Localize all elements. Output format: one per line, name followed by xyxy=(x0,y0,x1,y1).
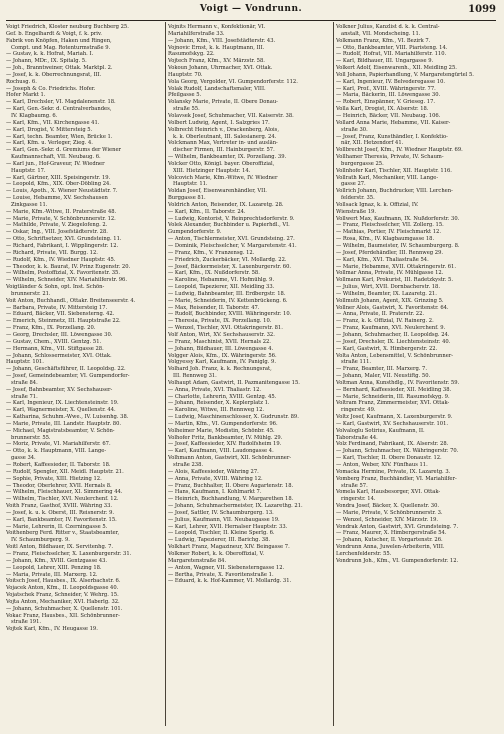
running-title: Voigt — Vondrunn. xyxy=(199,4,303,14)
directory-entry: Vollhamer Theresia, Private, IV. Schaum- xyxy=(336,154,444,161)
directory-entry: Vokac Franz, Hausbes., XII. Schönbrunner- xyxy=(6,612,120,619)
directory-entry: Voith Franz, Gasthof, XVIII. Währing 33. xyxy=(6,503,113,510)
directory-entry: — Charlotte, Lehrerin, XVIII. Gentzg. 45. xyxy=(168,393,277,400)
directory-entry: felderstr. 35. xyxy=(341,195,375,202)
directory-entry: — Leopold, Kfm., XIX. Ober-Döbling 24. xyxy=(6,181,111,188)
directory-entry: — Anton, Wagner, VII. Siebensterngasse 12. xyxy=(168,564,285,571)
directory-entry: — Maria, Private, III. Marxerg. 12. xyxy=(6,571,98,578)
directory-entry: — Karl, Gastwirt, X. Himbergerstr. 22. xyxy=(336,345,438,352)
directory-entry: Vondrunn Anna, Juwelen-Arbeiterin, VIII. xyxy=(336,544,445,551)
directory-entry: — Friedrich, Zuckerbäcker, VI. Mollardg. 22. xyxy=(168,256,287,263)
directory-entry: Vomela Karl, Hausbesorger, XVI. Ottak- xyxy=(336,489,441,496)
directory-entry: — Bertha, Private, X. Favoritenstraße 1. xyxy=(168,571,274,578)
directory-entry: straße 30. xyxy=(341,126,368,133)
directory-entry: — Leopold, Tapezierer, XII. Meidling 33. xyxy=(168,284,275,291)
directory-entry: straße 71. xyxy=(11,393,38,400)
directory-entry: XIII. Hietzinger Hauptstr. 14. xyxy=(173,167,251,174)
directory-entry: Volhard Joh. Franz, k. k. Rechnungsrat, xyxy=(168,366,272,373)
directory-entry: Wienstraße 19. xyxy=(336,208,377,215)
directory-entry: — Dominik, Fleischselcher, V. Margaretenstr. 41. xyxy=(168,243,297,249)
directory-entry: Compt. und Mag. Rotenturmstraße 9. xyxy=(11,44,111,51)
directory-entry: Volhmann Anton, Gastwirt, XII. Schönbrunner- xyxy=(168,455,292,462)
directory-entry: Vollmuth Johann, Agent, XIX. Grinzing 5. xyxy=(336,297,444,304)
page-number: 1099 xyxy=(468,4,496,15)
directory-entry: Voit Anton, Buchhandl., Ottakr. Breitenseerstr. 4. xyxy=(6,297,136,304)
column-divider-1 xyxy=(165,22,166,726)
directory-entry: Vojacek Anton, Kfm., II. Leopoldsgasse 40. xyxy=(6,585,119,592)
directory-entry: — Wilhelm, Tischler, XVI. Neulerchenf. 12. xyxy=(6,496,119,503)
directory-entry: — Johann, Schuhmacher, X. Quellenstr. 101. xyxy=(6,605,123,612)
directory-entry: — Karl, Gastwirt, XV. Sechshauserstr. 101. xyxy=(336,420,449,427)
directory-entry: Volhofer Fritz, Bankbeamter, IV. Mühlg. 29. xyxy=(168,434,283,441)
directory-entry: Mariahilferstraße 33. xyxy=(168,30,225,37)
directory-entry: — Johann, Reisender, X. Keplerplatz 1. xyxy=(168,400,270,407)
directory-entry: — Karl, Gen.-Sekr. d. Gremiums der Wiener xyxy=(6,147,122,154)
directory-entry: — Josef, Gemeindebeamter, VI. Gumpendorfer- xyxy=(6,373,130,380)
directory-entry: — Theodor, k. k. Baurat, IV. Prinz Eugenstr. 20. xyxy=(6,263,131,270)
directory-entry: — Karl, techn. Beamter, Wien, Brücke 1. xyxy=(6,133,113,140)
directory-entry: Vojnovic Ernst, k. k. Hauptmann, III. xyxy=(168,44,265,51)
directory-entry: — Anna, Private, II. Praterstr. 22. xyxy=(336,311,425,318)
directory-entry: Volbert Ludwig, Agent, I. Salzgries 17. xyxy=(168,119,270,126)
directory-entry: — Robert, Einspänner, V. Grieseg. 17. xyxy=(336,99,436,106)
directory-entry: gasse 34. xyxy=(11,455,36,462)
directory-entry: — Wenzel, Schneider, XIV. Märzstr. 19. xyxy=(336,516,439,523)
directory-entry: — Karl, Ingenieur, IV. Belvederegasse 10. xyxy=(336,78,446,85)
directory-entry: — Josef, Sattler, IV. Schaumburgerg. 13. xyxy=(168,509,274,516)
directory-entry: straße 55. xyxy=(173,106,200,113)
directory-entry: Vollner Alois, Gastwirt, X. Favoritenstr. 64. xyxy=(336,304,449,311)
directory-entry: — Wilhelm, Schneider, XIV. Mariahilferstr. 96. xyxy=(6,277,127,284)
directory-entry: — Marie, Schneiderin, IV. Kettenbrückeng. 6. xyxy=(168,297,288,304)
directory-entry: — Ludwig, Maschinenschlosser, X. Gudrunstr. 89. xyxy=(168,414,299,421)
directory-entry: — Richard, Fabrikant, I. Wipplingerstr. 12. xyxy=(6,243,119,249)
directory-entry: — Karl, Wagnermeister, X. Quellenstr. 44. xyxy=(6,407,116,414)
directory-entry: Voithenberg Ferd. Ritter v., Staatsbeamter, xyxy=(6,530,120,537)
directory-entry: Vollsack Ignaz, k. k. Offizial, IV. xyxy=(336,201,419,208)
directory-entry: Pfeilgasse 5. xyxy=(168,92,202,99)
directory-entry: Vojta Anton, Mechaniker, XVI. Haberlg. 32. xyxy=(6,598,120,605)
directory-entry: — Karl, Kfm., IX. Nußdorferstr. 58. xyxy=(168,270,260,277)
directory-entry: — Anton, Tischlermeister, XVI. Grundsteing. 27. xyxy=(168,236,295,243)
directory-entry: k. k. Oberleutnant, III. Salesianerg. 24. xyxy=(173,133,277,140)
directory-entry: när, XII. Hetzendorf 41. xyxy=(341,140,404,147)
directory-entry: Vollbrecht Josef, Kfm., IV. Wiedner Hauptstr. 69. xyxy=(336,147,463,154)
directory-entry: — Rudolf, Hofrat, VII. Mariahilferstr. 110. xyxy=(336,51,447,58)
header-rule xyxy=(6,20,496,21)
directory-entry: — Karl, Gärtner, XIII. Speisingerstr. 19. xyxy=(6,174,111,181)
directory-entry: Vollmar Anna, Private, IV. Mühlgasse 12. xyxy=(336,270,444,277)
directory-entry: — Hermann, Kfm., VII. Stiftgasse 28. xyxy=(6,345,104,352)
directory-entry: Gumpendorferstr. 9. xyxy=(168,229,222,236)
directory-entry: Voigt Friedrich, Kloster neuburg Buchberg 25. xyxy=(6,24,129,30)
directory-entry: — Otto, Schriftsetzer, XVI. Grundsteing. 11. xyxy=(6,236,122,243)
directory-entry: — Franz, Beamter, III. Marxerg. 7. xyxy=(336,366,428,373)
directory-entry: Volheimer Marie, Modistin, Schönbr. 45. xyxy=(168,427,275,434)
directory-entry: Voldan Josef, Eisenwarenhändler, VII. xyxy=(168,188,267,195)
directory-entry: Voitl Anton, Bildhauer, IX. Servitenhg. 7. xyxy=(6,544,114,551)
directory-entry: — Anna, Private, XVI. Thaliastr. 12. xyxy=(168,386,262,393)
directory-entry: — Josef, Franz, Kunsthändler, I. Konfektio- xyxy=(336,133,448,140)
directory-entry: — Johann, Kfm., XVIII. Gentzgasse 43. xyxy=(6,557,108,564)
column-3 xyxy=(336,24,496,724)
directory-entry: — Barbara, Private, IV. Mittersteig 17. xyxy=(6,304,108,311)
column-2 xyxy=(168,24,331,724)
directory-entry: Vola Georg, Vergolder, VI. Gumpendorferstr. 112. xyxy=(168,78,298,85)
directory-entry: — Michael, Magistratsbeamter, V. Schön- xyxy=(6,427,115,434)
directory-entry: Lerchenfelderstr. 55. xyxy=(336,550,392,557)
column-1 xyxy=(6,24,163,724)
directory-entry: Kaufmannschaft, VII. Neubaug. 6. xyxy=(11,154,101,161)
directory-entry: — Franz, Fleischselcher, X. Laxenburgerstr. 31. xyxy=(6,550,132,557)
directory-entry: Vomacka Hermine, Private, IX. Lazaretg. 3. xyxy=(336,468,451,475)
directory-entry: — Gustav, k. k. Hofrat, Mariah. I. xyxy=(6,51,94,58)
directory-entry: Rasumofskyg. 22. xyxy=(168,51,215,58)
directory-entry: — Otto, Bankbeamter, VIII. Piaristeng. 14. xyxy=(336,44,448,51)
directory-entry: Margaretenstraße 84. xyxy=(168,557,227,564)
directory-entry: — Otto, k. k. Hauptmann, VIII. Lange- xyxy=(6,448,107,455)
directory-entry: Voltman Anna, Kunsthdlg., IV. Favoritenstr. 59. xyxy=(336,379,460,386)
directory-entry: — Karl jun., Hof-Graveur, IV. Wiedner xyxy=(6,160,105,167)
directory-entry: Vollnhofer Karl, Tischler, XII. Hauptstr. 116. xyxy=(336,167,452,174)
directory-entry: gasse 27. xyxy=(341,181,366,188)
directory-entry: — Georg, Drechsler, III. Löwengasse 30. xyxy=(6,331,113,338)
directory-entry: III. Rennweg 31. xyxy=(173,373,217,380)
directory-entry: — Johann, Schlossermeister, XVI. Ottak. xyxy=(6,352,112,359)
directory-entry: Vojnits Hermann v., Konfektionär, VI. xyxy=(168,24,266,30)
directory-entry: IV. Klagbaumg. 6. xyxy=(11,112,58,119)
directory-entry: — Josef, k. u. k. Oberst, III. Reisnerstr. 9. xyxy=(6,509,115,516)
directory-entry: — Rosa, Kfm., IV. Klagbaumgasse 18. xyxy=(336,236,435,243)
directory-entry: — Franz, Maschinist, XVII. Hernals 22. xyxy=(168,338,271,345)
directory-entry: Volkhart Franz, Magazineur, XIV. Beingasse 7. xyxy=(168,544,290,551)
directory-entry: — Franz, Maurer, X. Himbergerstraße 54. xyxy=(336,530,447,537)
directory-entry: — Richard, Private, VII. Burgg. 12. xyxy=(6,249,98,256)
directory-entry: brunnerstr. 55. xyxy=(11,434,51,441)
directory-entry: — Theresia, Private, IX. Porzellang. 10. xyxy=(168,318,272,325)
directory-entry: — Marie, Lehrerin, II. Czerningasse 5. xyxy=(6,523,108,530)
directory-entry: — Josef, Pferdehändler, III. Rennweg 29. xyxy=(336,249,444,256)
directory-entry: — Karl, Kfm., II. Taborstr. 24. xyxy=(168,208,246,215)
directory-entry: — Ludwig, Kontorist, V. Reinprechtsdorferstr. 9. xyxy=(168,215,295,222)
directory-entry: — Ludwig, Tapezierer, III. Barichg. 38. xyxy=(168,537,271,544)
directory-entry: Hauptstr. 101. xyxy=(6,359,44,366)
directory-entry: ringerstr. 14. xyxy=(341,496,376,503)
directory-entry: Volkert Adolf, Eisenwarenh., XII. Meidling 25. xyxy=(336,65,457,72)
directory-entry: — Franz, Kaufmann, XVI. Neulerchenf. 9. xyxy=(336,325,446,332)
directory-entry: — Marie, Hebamme, XVII. Ottakringerstr. 61. xyxy=(336,263,457,270)
running-header xyxy=(6,4,496,18)
directory-entry: — Rudolf, Kfm., IV. Wiedner Hauptstr. 45. xyxy=(6,256,116,263)
directory-entry: — Marie, Private, V. Schönbrunnerstr. 12. xyxy=(6,215,116,222)
directory-entry: — Karl, Ingenieur, IX. Liechtensteinstr. 19. xyxy=(6,400,119,407)
directory-entry: — Johann, Maler, VII. Neustiftg. 50. xyxy=(336,373,431,380)
directory-entry: Vollrich Johann, Buchdrucker, VIII. Lerchen- xyxy=(336,188,453,195)
directory-entry: — Rudolf, Spengler, XII. Meidl. Hauptstr. 21. xyxy=(6,468,124,475)
directory-entry: — Emerich, Steinmetz, III. Hauptstraße 22. xyxy=(6,318,121,325)
directory-entry: Volcker Otto, Königl. bayer. Oberoffizial, xyxy=(168,160,275,167)
directory-entry: Volansky Marie, Private, II. Obere Donau- xyxy=(168,99,278,106)
directory-entry: — Johann, Bildhauer, III. Löwengasse 4. xyxy=(168,345,274,352)
directory-entry: — Josef, k. k. Oberrechnungsrat, III. xyxy=(6,71,102,78)
directory-entry: Zinkgasse 11. xyxy=(11,201,48,208)
directory-entry: — Eduard, k. k. Hof-Kammer, VI. Mollardg. 31. xyxy=(168,578,292,585)
directory-entry: — Heinrich, Buchhandlung, V. Margarethen 18. xyxy=(168,496,294,503)
directory-entry: — Franz, k. k. Offizial, IV. Rainerg. 2. xyxy=(336,318,434,325)
directory-entry: Volla Karl, Drogist, IX. Alserstr. 18. xyxy=(336,106,429,113)
directory-entry: Volcovich Marie, Kfm.-Witwe, IV. Wiedner xyxy=(168,174,278,181)
directory-entry: — Karl, Kfm., XVI. Thaliastraße 54. xyxy=(336,256,429,263)
directory-entry: — Franz, Kfm., IX. Porzellang. 20. xyxy=(6,325,96,332)
directory-entry: — Josef, Bäckermeister, X. Laxenburgerstr. 60. xyxy=(168,263,292,270)
directory-entry: Taborstraße 44. xyxy=(336,434,378,441)
directory-entry: straße 238. xyxy=(173,462,204,468)
directory-entry: — Louise, Hebamme, XV. Sechshausen xyxy=(6,195,108,202)
directory-entry: Volhaupt Adam, Gastwirt, II. Pazmanitengasse 15. xyxy=(168,379,300,386)
directory-entry: — Maria, Bäckerin, III. Löwengasse 30. xyxy=(336,92,441,99)
directory-entry: — Martin, Kfm., VI. Gumpendorferstr. 96. xyxy=(168,420,278,427)
directory-entry: Volbrecht Heinrich v., Drackenberg, Alois, xyxy=(168,126,279,133)
directory-entry: Vondra Josef, Bäcker, X. Quellenstr. 30. xyxy=(336,503,440,510)
directory-entry: Volgger Alois, Kfm., IX. Währingerstr. 56. xyxy=(168,352,277,359)
directory-entry: Vondrunn Joh., Kfm., VI. Gumpendorferstr. 12. xyxy=(336,557,459,564)
directory-entry: burgergasse 25. xyxy=(341,160,384,167)
directory-entry: — Karoline, Witwe, III. Rennweg 12. xyxy=(168,407,265,414)
directory-entry: — Leopold, Tischler, II. Kleine Sperlg. 6. xyxy=(168,530,275,537)
directory-entry: — Karl, Lehrer, XVII. Hernalser Hauptstr. 33. xyxy=(168,523,288,530)
directory-entry: — Alois, Kaffeesieder, Währing 27. xyxy=(168,468,259,475)
directory-entry: — Johann, Kutscher, II. Vorgartenstr. 26. xyxy=(336,537,443,544)
directory-entry: — Karl, Drechsler, VI. Magdalenenstr. 18. xyxy=(6,99,116,106)
directory-entry: Volkmer Robert, k. k. Oberoffizial, V. xyxy=(168,550,264,557)
directory-entry: Volgyessy Karl, Kaufmann, IV. Paniglg. 9. xyxy=(168,359,276,366)
directory-entry: — Karl, Gen.-Sekr. d. Centralverbandes, xyxy=(6,106,112,113)
directory-entry: Vokoun Johann, Uhrmacher, XVI. Ottak. xyxy=(168,65,273,72)
directory-entry: brunnerstr. 21. xyxy=(11,290,51,297)
directory-entry: — Karl, Kfm. u. Verleger, Zieg. 4. xyxy=(6,140,93,147)
directory-entry: — Sophie, Private, XIII. Hietzing 12. xyxy=(6,475,102,482)
directory-entry: — Marie, Schneiderin, III. Rasumofskyg. 9. xyxy=(336,393,450,400)
directory-entry: Voltram Franz, Zimmermeister, XVI. Ottak- xyxy=(336,400,450,407)
directory-entry: Volak Rudolf, Landschaftsmaler, VIII. xyxy=(168,85,266,92)
column-divider-2 xyxy=(333,22,334,726)
directory-entry: Volf Anton, Wirt, XV. Sechshauserstr. 32. xyxy=(168,331,275,338)
directory-entry: Burggasse 81. xyxy=(168,195,206,202)
directory-entry: — Franz, Fleischselcher, VII. Zollerg. 15. xyxy=(336,222,444,229)
directory-entry: Vollmann Karl, Prokurist, III. Radetzkystr. 5. xyxy=(336,277,453,284)
directory-entry: Volz Ferdinand, Fabrikant, IX. Alserstr. 28. xyxy=(336,441,449,448)
directory-entry: Vojtech Franz, Kfm., XV. Märzstr. 58. xyxy=(168,58,265,65)
directory-entry: — Wilhelm, Postoffizial, X. Favoritenstr. 35. xyxy=(6,270,120,277)
directory-entry: straße 191. xyxy=(11,619,42,626)
directory-entry: Volek Alexander, Buchbinder u. Papierhdl., VI. xyxy=(168,222,290,229)
directory-entry: Voldrich Anton, Reisender, IX. Lazaretg. 28. xyxy=(168,201,284,208)
directory-entry: — Karl, Bankbeamter, IV. Favoritenstr. 15. xyxy=(6,516,117,523)
directory-entry: — Karl, Tischler, II. Obere Donaustr. 12. xyxy=(336,455,442,462)
directory-entry: Voll Johann, Papierhandlung, V. Margaretengürtel 5. xyxy=(336,71,474,78)
directory-entry: ringerstr. 49. xyxy=(341,407,376,414)
directory-entry: — Johann, Schuhmacher, II. Leopoldsg. 24. xyxy=(336,331,450,338)
directory-entry: Voigtländer & Sohn, opt. Inst. Schön- xyxy=(6,284,105,291)
directory-entry: straße 84. xyxy=(11,379,38,386)
directory-entry: — Karl, Kfm., VII. Kirchengasse 41. xyxy=(6,119,100,126)
directory-entry: — Gustav, Chem., XVIII. Gentzg. 51. xyxy=(6,338,102,345)
directory-entry: Volavsek Josef, Schuhmacher, VII. Kaiserstr. 38. xyxy=(168,112,294,119)
directory-entry: Voltz Josef, Kaufmann, X. Laxenburgerstr. 9. xyxy=(336,414,453,421)
directory-entry: — Josef, Drechsler, IX. Liechtensteinstr. 40. xyxy=(336,338,451,345)
directory-entry: — Karoline, Hebamme, VI. Hofmühlg. 9. xyxy=(168,277,275,284)
directory-entry: — Leopold, Lehrer, XIII. Penzing 18. xyxy=(6,564,102,571)
directory-entry: — Wenzel, Tischler, XVI. Ottakringerstr. 81. xyxy=(168,325,283,332)
directory-entry: Vomberg Franz, Buchhändler, VI. Mariahilfer- xyxy=(336,475,457,482)
directory-entry: — Joseph & Co. Friedrichs. Hofer. xyxy=(6,85,96,92)
directory-entry: — Moriz, Private, VI. Mariahilferstr. 67. xyxy=(6,441,111,448)
directory-entry: Volkmann Franz, Kfm., VI. Bezirk 7. xyxy=(336,37,431,44)
directory-entry: — Eduard, Bäcker, VII. Siebensterng. 42. xyxy=(6,311,115,318)
directory-entry: — Wilhelm, Fleischhauer, XI. Simmering 44. xyxy=(6,489,123,496)
directory-entry: straße 57. xyxy=(341,482,368,489)
directory-entry: Volta Anton, Lebensmittel, V. Schönbrunner- xyxy=(336,352,454,359)
directory-entry: — Rudolf, Buchbinder, XVIII. Währingerstr. 10. xyxy=(168,311,292,318)
directory-entry: — Mathilde, Private, V. Ziegelofeng. 2. xyxy=(6,222,108,229)
directory-entry: — Johann, MDr., IX. Spitalg. 5. xyxy=(6,58,87,65)
directory-entry: straße 111. xyxy=(341,359,372,366)
directory-entry: — Heinrich, Bäcker, VII. Neubaug. 106. xyxy=(336,112,441,119)
directory-entry: — Johann, Schuhmacher, IX. Währingerstr. 70. xyxy=(336,448,459,455)
directory-entry: Vollard Anna Marie, Hebamme, VII. Kaiser- xyxy=(336,119,451,126)
directory-entry: Rochusg. 6. xyxy=(6,78,37,85)
directory-entry: — Marie, Private, V. Schönbrunnerstr. 3. xyxy=(336,509,443,516)
directory-entry: — Johann, Schuhmachermeister, IX. Lazarethg. 21. xyxy=(168,503,303,510)
directory-entry: — Katharina, Schuhm.-Wwe., IV. Luisenhg. 38. xyxy=(6,414,129,421)
directory-entry: — Josef, Bahnbeamter, XV. Sechshauser- xyxy=(6,386,113,393)
directory-entry: anstalt, VII. Mondscheing. 11. xyxy=(341,30,421,37)
directory-entry: — Oskar, Ing., VIII. Josefstädterstr. 28. xyxy=(6,229,108,236)
directory-entry: Hauptstr. 11. xyxy=(173,181,208,188)
directory-entry: — Theodor, Oberlehrer, XVII. Hernals 8. xyxy=(6,482,112,489)
directory-entry: — Josef, Kaffeesieder, XIV. Rudolfsheim 19. xyxy=(168,441,282,448)
directory-entry: Hauptstr. 70. xyxy=(168,71,203,78)
directory-entry: Voitsch Josef, Hausbes., IX. Alserbachstr. 6. xyxy=(6,578,121,585)
directory-entry: — Wilhelm, Bankbeamter, IX. Porzellang. 39. xyxy=(168,154,287,161)
directory-entry: Vollwert Max, Kaufmann, IX. Nußdorferstr. 30. xyxy=(336,215,460,222)
directory-entry: — Karl, Prof., XVIII. Währingerstr. 77. xyxy=(336,85,436,92)
directory-entry: — Anna, Private, XVIII. Währing 12. xyxy=(168,475,263,482)
directory-entry: — Johann, Geschäftsführer, II. Leopoldsg. 22. xyxy=(6,366,126,373)
directory-entry: — Marie, Private, III. Landstr. Hauptstr. 80. xyxy=(6,420,122,427)
directory-entry: — Wilhelm, Beamter, IX. Lazaretg. 21. xyxy=(336,290,437,297)
directory-entry: Vondrak Anton, Gastwirt, XVI. Grundsteing. 7. xyxy=(336,523,459,530)
directory-entry: IV. Schaumburgerg. 9. xyxy=(11,537,70,544)
directory-entry: — Joh., Branntweiner, Ottak. Marktpl. 2. xyxy=(6,65,113,72)
directory-entry: — Hans, Kaufmann, I. Kohlmarkt 7. xyxy=(168,489,262,496)
directory-entry: Gef. b. Engelhardt & Voigt, f. k. priv. xyxy=(6,30,102,37)
directory-entry: — Franz, Buchhalter, II. Obere Augartenstr. 18. xyxy=(168,482,294,489)
directory-entry: — Karl, Drogist, V. Mittersteig 5. xyxy=(6,126,93,133)
directory-entry: — Karl, Kaufmann, VIII. Laudongasse 4. xyxy=(168,448,274,455)
directory-entry: Hofer Markt 1. xyxy=(6,92,46,99)
directory-entry: Volkner Julius, Kanzlist d. k. k. Central- xyxy=(336,24,440,30)
directory-entry: Vollrath Karl, Mechaniker, VIII. Lange- xyxy=(336,174,439,181)
directory-entry: — Mathias, Portier, IV. Fleischmarkt 12. xyxy=(336,229,441,236)
directory-entry: — Franz, Kfm., V. Franzensg. 12. xyxy=(168,249,255,256)
directory-entry: discher Firmen, III. Hainburgerstr. 57. xyxy=(173,147,275,154)
directory-entry: Vojatschek Franz, Schneider, V. Wehrg. 15. xyxy=(6,592,119,599)
directory-entry: — Anton, Weber, XIV. Fünfhaus 11. xyxy=(336,462,428,468)
directory-entry: — Johann, Kfm., VIII. Josefstädterstr. 43. xyxy=(168,37,276,44)
directory-entry: — Julius, Kaufmann, VII. Neubaugasse 19. xyxy=(168,516,280,523)
directory-entry: — Louis, Apoth., X. Wiener Neustädtstr. 7. xyxy=(6,188,118,195)
directory-entry: — Julius, Wirt, XVII. Dornbacherstr. 18. xyxy=(336,284,440,291)
directory-entry: Fabrik von Knöpfen, Haken und Ringen, xyxy=(6,37,112,44)
directory-entry: Volvaloglu Sotirius, Kaufmann, II. xyxy=(336,427,425,434)
directory-entry: — Max, Reisender, II. Taborstr. 47. xyxy=(168,304,260,311)
directory-entry: — Ludwig, Bahnbeamter, III. Erdbergstr. 18. xyxy=(168,290,286,297)
directory-entry: Volckmann Max, Vertreter in- und auslän- xyxy=(168,140,278,147)
directory-entry: — Bernhard, Kaffeesieder, XII. Meidling 38. xyxy=(336,386,452,393)
directory-entry: — Marie, Kfm.-Witwe, II. Praterstraße 48. xyxy=(6,208,117,215)
directory-entry: Vojtek Karl, Kfm., IV. Heugasse 19. xyxy=(6,626,98,633)
directory-entry: — Karl, Bildhauer, III. Ungargasse 9. xyxy=(336,58,434,65)
directory-entry: Hauptstr. 17. xyxy=(11,167,46,174)
directory-entry: — Wilhelm, Baumeister, IV. Schaumburgerg. 8. xyxy=(336,243,460,249)
directory-entry: — Robert, Kaffeesieder, II. Taborstr. 18. xyxy=(6,462,111,468)
